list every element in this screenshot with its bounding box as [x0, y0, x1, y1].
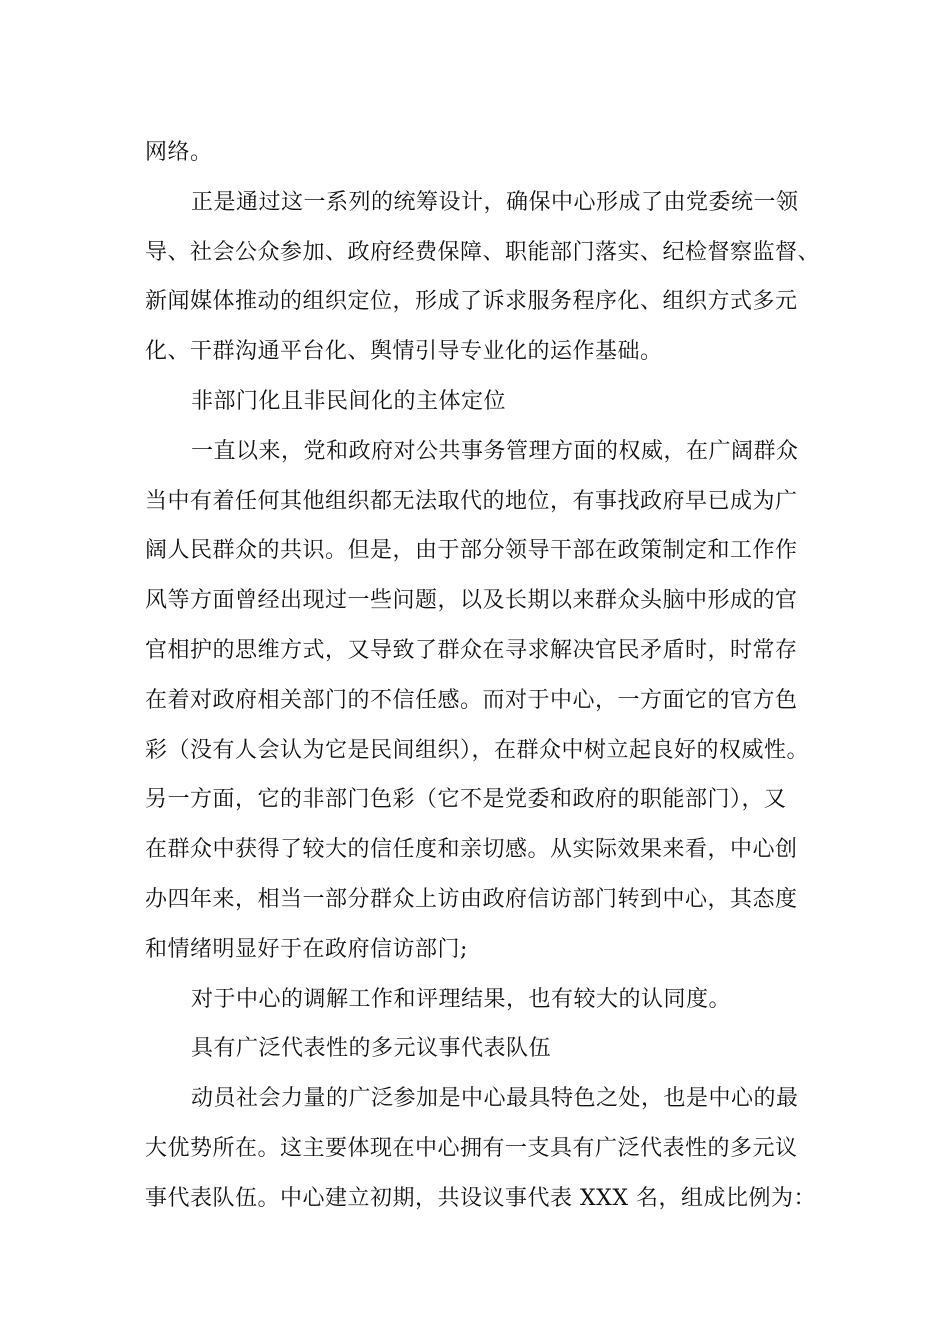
text-line: 新闻媒体推动的组织定位，形成了诉求服务程序化、组织方式多元 [145, 289, 798, 315]
text-line: 另一方面，它的非部门色彩（它不是党委和政府的职能部门），又 [145, 787, 787, 813]
text-line: 官相护的思维方式，又导致了群众在寻求解决官民矛盾时，时常存 [145, 637, 798, 663]
text-line: 化、干群沟通平台化、舆情引导专业化的运作基础。 [145, 339, 663, 365]
text-line: 大优势所在。这主要体现在中心拥有一支具有广泛代表性的多元议 [145, 1135, 798, 1161]
text-line: 和情绪明显好于在政府信访部门; [145, 936, 468, 962]
document-body [145, 128, 825, 1224]
text-line: 正是通过这一系列的统筹设计，确保中心形成了由党委统一领 [191, 189, 799, 215]
section-heading: 非部门化且非民间化的主体定位 [191, 388, 507, 414]
section-heading: 具有广泛代表性的多元议事代表队伍 [191, 1036, 552, 1062]
text-line: 风等方面曾经出现过一些问题，以及长期以来群众头脑中形成的官 [145, 588, 798, 614]
text-line: 办四年来，相当一部分群众上访由政府信访部门转到中心，其态度 [145, 886, 798, 912]
text-line: 网络。 [145, 140, 213, 165]
text-line: 动员社会力量的广泛参加是中心最具特色之处，也是中心的最 [191, 1086, 799, 1112]
text-line: 彩（没有人会认为它是民间组织），在群众中树立起良好的权威性。 [145, 737, 810, 763]
text-line: 阔人民群众的共识。但是，由于部分领导干部在政策制定和工作作 [145, 538, 798, 564]
text-line: 一直以来，党和政府对公共事务管理方面的权威，在广阔群众 [191, 438, 799, 464]
text-line: 导、社会公众参加、政府经费保障、职能部门落实、纪检督察监督、 [145, 239, 821, 265]
text-line: 当中有着任何其他组织都无法取代的地位，有事找政府早已成为广 [145, 488, 798, 514]
text-line: 对于中心的调解工作和评理结果，也有较大的认同度。 [191, 986, 732, 1012]
text-line: 在着对政府相关部门的不信任感。而对于中心，一方面它的官方色 [145, 687, 798, 713]
text-line: 事代表队伍。中心建立初期，共设议事代表 XXX 名，组成比例为： [145, 1185, 816, 1211]
text-line: 在群众中获得了较大的信任度和亲切感。从实际效果来看，中心创 [145, 837, 798, 863]
